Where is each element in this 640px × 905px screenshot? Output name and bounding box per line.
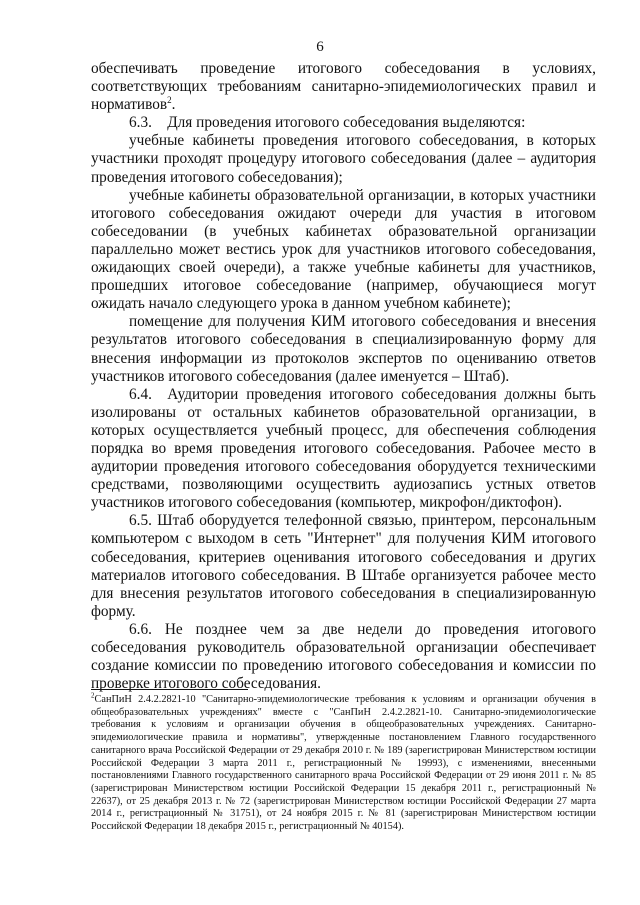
footnote-reference: 2 bbox=[167, 95, 172, 106]
footnote-separator bbox=[91, 689, 248, 690]
paragraph-6-6: 6.6. Не позднее чем за две недели до проведения итогового собеседования руководитель образовательной организации обеспечивает создание комиссии по проведению итогового собеседования и комиссии по проверке итогового собеседования. bbox=[91, 620, 596, 693]
footnote-text: СанПиН 2.4.2.2821-10 "Санитарно-эпидемиологические требования к условиям и организации обучения в общеобразовательных учреждениях" вместе с "СанПиН 2.4.2.2821-10. Санитарно-эпидемиологические требования к условиям и организации обучения в общеобразовательных учреждениях. Санитарно-эпидемиологические правила и нормативы", утвержденные постановлением Главного государственного санитарного врача Российской Федерации от 29 декабря 2010 г. № 189 (зарегистрирован Министерством юстиции Российской Федерации 3 марта 2011 г., регистрационный № 19993), с изменениями, внесенными постановлениями Главного государственного санитарного врача Российской Федерации от 29 июня 2011 г. № 85 (зарегистрирован Министерством юстиции Российской Федерации 15 декабря 2011 г., регистрационный № 22637), от 25 декабря 2013 г. № 72 (зарегистрирован Министерством юстиции Российской Федерации 27 марта 2014 г., регистрационный № 31751), от 24 ноября 2015 г. № 81 (зарегистрирован Министерством юстиции Российской Федерации 18 декабря 2015 г., регистрационный № 40154). bbox=[91, 694, 596, 833]
footnote bbox=[91, 691, 596, 834]
paragraph-6-4: 6.4. Аудитории проведения итогового собеседования должны быть изолированы от остальных кабинетов образовательной организации, в которых осуществляется учебный процесс, для обеспечения соблюдения порядка во время проведения итогового собеседования. Рабочее место в аудитории проведения итогового собеседования оборудуется техническими средствами, позволяющими осуществить аудиозапись устных ответов участников итогового собеседования (компьютер, микрофон/диктофон). bbox=[91, 385, 596, 512]
paragraph-headquarters: помещение для получения КИМ итогового собеседования и внесения результатов итогового собеседования в специализированную форму для внесения информации из протоколов экспертов по оцениванию ответов участников итогового собеседования (далее именуется – Штаб). bbox=[91, 313, 596, 385]
paragraph-waiting-rooms: учебные кабинеты образовательной организации, в которых участники итогового собеседования ожидают очереди для участия в итоговом собеседовании (в учебных кабинетах образовательной организации параллельно может вестись урок для участников итогового собеседования, ожидающих своей очереди), а также учебные кабинеты для участников, прошедших итоговое собеседование (например, обучающиеся могут ожидать начало следующего урока в данном учебном кабинете); bbox=[91, 186, 596, 313]
paragraph-exam-rooms: учебные кабинеты проведения итогового собеседования, в которых участники проходят процедуру итогового собеседования (далее – аудитория проведения итогового собеседования); bbox=[91, 132, 596, 186]
paragraph-text: обеспечивать проведение итогового собеседования в условиях, соответствующих требованиям санитарно-эпидемиологических правил и нормативов bbox=[91, 60, 596, 114]
paragraph-6-5: 6.5. Штаб оборудуется телефонной связью, принтером, персональным компьютером с выходом в сеть "Интернет" для получения КИМ итогового собеседования, критериев оценивания итогового собеседования и других материалов итогового собеседования. В Штабе организуется рабочее место для внесения результатов итогового собеседования в специализированную форму. bbox=[91, 512, 596, 620]
paragraph-tail: . bbox=[171, 96, 176, 114]
paragraph-6-3: 6.3. Для проведения итогового собеседования выделяются: bbox=[129, 114, 526, 132]
page-number: 6 bbox=[316, 39, 324, 55]
paragraph-continuation bbox=[91, 60, 596, 114]
footnote-marker: 2 bbox=[91, 691, 95, 700]
document-body bbox=[91, 60, 596, 693]
